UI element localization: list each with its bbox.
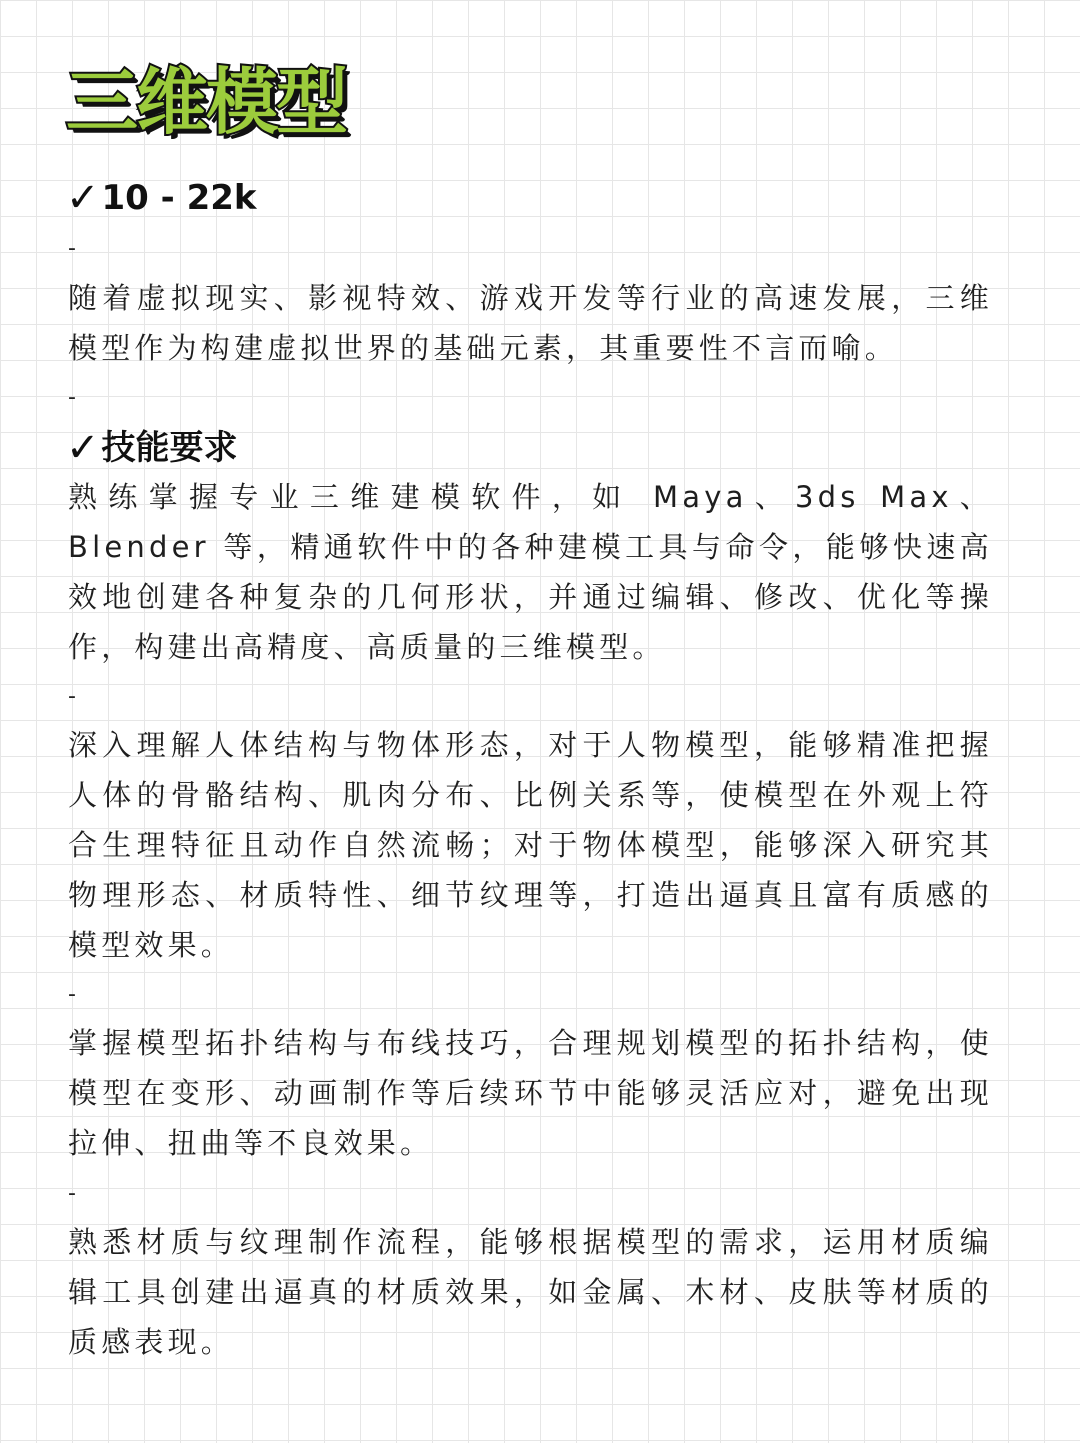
skills-heading-label: 技能要求: [101, 428, 238, 468]
checkmark-icon: ✓: [66, 425, 100, 471]
separator: -: [68, 385, 76, 410]
page-title: 三维模型: [66, 60, 347, 144]
skill-paragraph: 深入理解人体结构与物体形态，对于人物模型，能够精准把握人体的骨骼结构、肌肉分布、比例关系等，使模型在外观上符合生理特征且动作自然流畅；对于物体模型，能够深入研究其物理形态、材质特性、细节纹理等，打造出逼真且富有质感的模型效果。: [68, 728, 993, 962]
skill-paragraph: 熟练掌握专业三维建模软件，如 Maya、3ds Max、Blender 等，精通软件中的各种建模工具与命令，能够快速高效地创建各种复杂的几何形状，并通过编辑、修改、优化等操作，构建出高精度、高质量的三维模型。: [68, 480, 993, 664]
skill-paragraph: 熟悉材质与纹理制作流程，能够根据模型的需求，运用材质编辑工具创建出逼真的材质效果，如金属、木材、皮肤等材质的质感表现。: [68, 1225, 993, 1359]
separator: -: [68, 236, 76, 261]
checkmark-icon: ✓: [66, 175, 100, 221]
separator: -: [68, 684, 76, 709]
skills-heading: [66, 425, 238, 471]
salary-range: 10 - 22k: [101, 178, 257, 218]
salary-heading: [66, 175, 257, 221]
skill-paragraph: 掌握模型拓扑结构与布线技巧，合理规划模型的拓扑结构，使模型在变形、动画制作等后续环节中能够灵活应对，避免出现拉伸、扭曲等不良效果。: [68, 1026, 993, 1160]
intro-paragraph: 随着虚拟现实、影视特效、游戏开发等行业的高速发展，三维模型作为构建虚拟世界的基础元素，其重要性不言而喻。: [68, 281, 993, 365]
separator: -: [68, 1181, 76, 1206]
separator: -: [68, 982, 76, 1007]
